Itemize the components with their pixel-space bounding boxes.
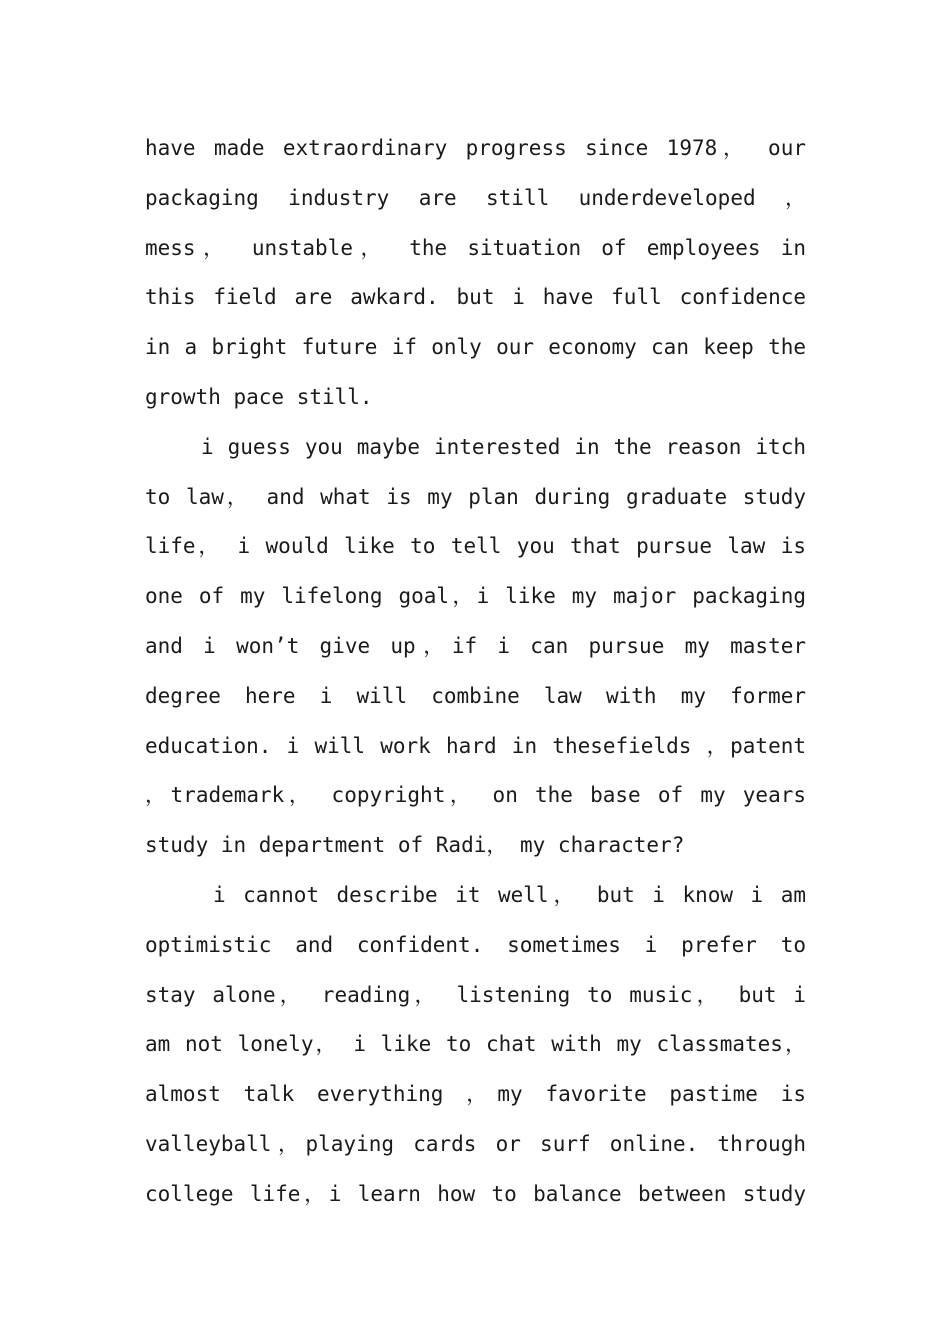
paragraph: [145, 423, 806, 871]
text-line: and i won’t give up，if i can pursue my master: [145, 633, 806, 658]
text-line: stay alone， reading， listening to music， but i: [145, 982, 806, 1007]
text-line: mess， unstable， the situation of employees in: [145, 235, 806, 260]
text-line: packaging industry are still underdeveloped ，: [145, 185, 806, 210]
text-line: growth pace still.: [145, 384, 373, 409]
text-line: optimistic and confident. sometimes i prefer to: [145, 932, 806, 957]
text-line: education. i will work hard in thesefields ，patent: [145, 733, 806, 758]
text-line: almost talk everything ，my favorite pastime is: [145, 1082, 806, 1107]
paragraph: [145, 124, 806, 423]
text-line: i guess you maybe interested in the reason itch: [201, 434, 806, 459]
text-line: degree here i will combine law with my former: [145, 683, 806, 708]
text-line: study in department of Radi， my character?: [145, 833, 685, 858]
text-line: have made extraordinary progress since 1978， our: [145, 136, 806, 160]
text-line: am not lonely， i like to chat with my classmates，: [145, 1032, 806, 1057]
paragraph: [145, 871, 806, 1220]
text-line: this field are awkard. but i have full confidence: [145, 285, 806, 310]
text-line: i cannot describe it well， but i know i am: [213, 882, 806, 907]
text-line: ，trademark， copyright， on the base of my years: [145, 783, 806, 808]
text-line: valleyball，playing cards or surf online. through: [145, 1131, 806, 1156]
text-line: to law， and what is my plan during graduate study: [145, 484, 806, 509]
text-line: life， i would like to tell you that pursue law is: [145, 534, 806, 559]
text-line: in a bright future if only our economy can keep the: [145, 335, 806, 360]
body-text: [145, 124, 806, 1220]
text-line: one of my lifelong goal，i like my major packaging: [145, 584, 806, 609]
text-line: college life，i learn how to balance between study: [145, 1181, 806, 1206]
